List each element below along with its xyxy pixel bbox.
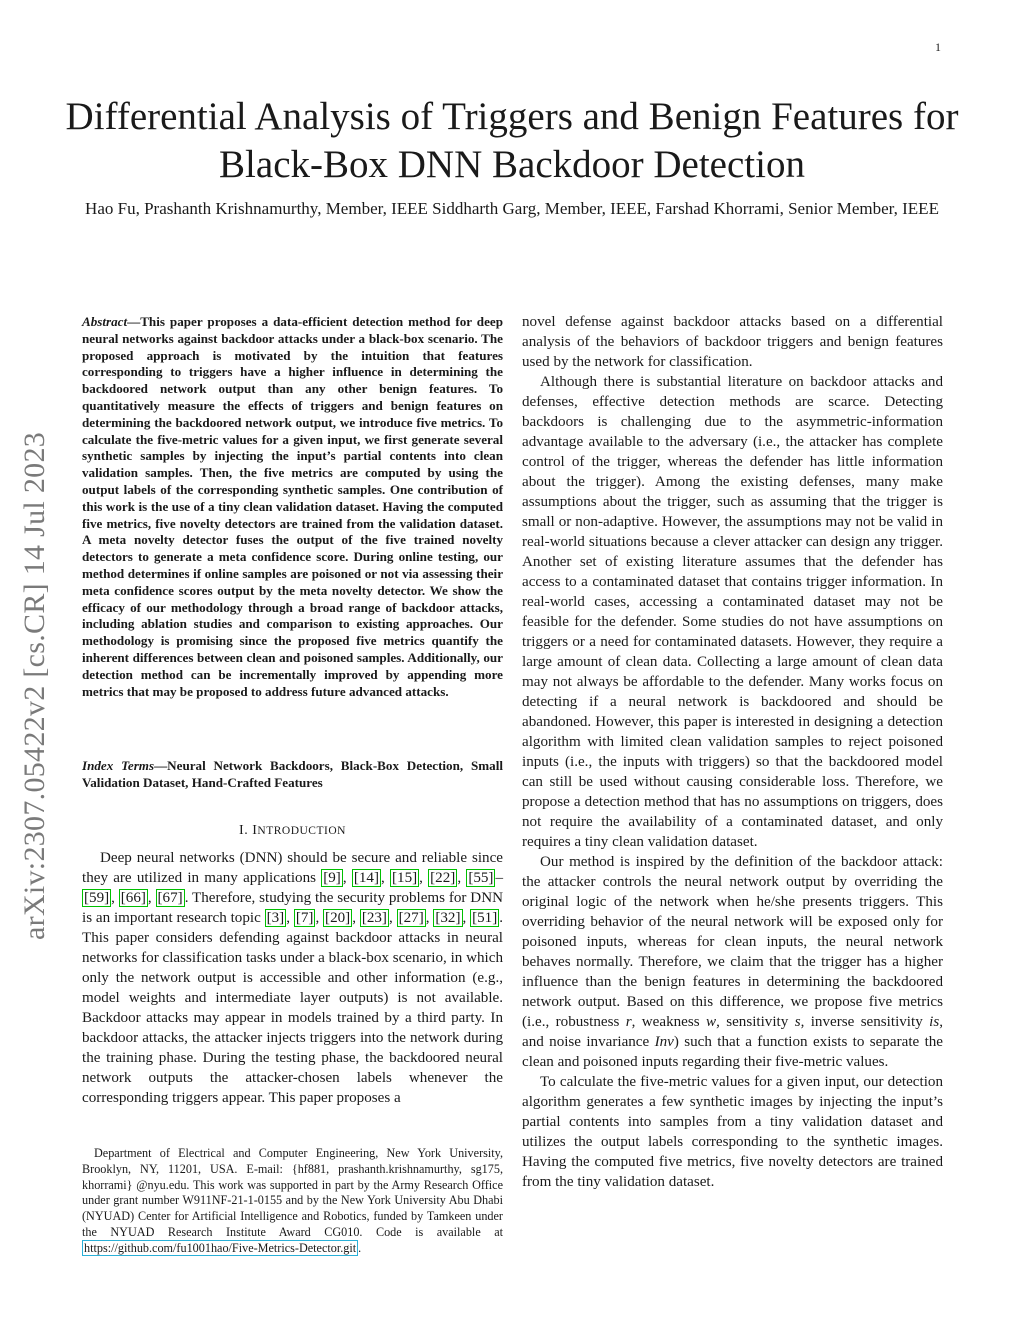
intro-text: Deep neural networks (DNN) should be secure and reliable since they are utilized in many applications [9] , [14] , [15] , [22] , [55] –[59] , [66] , [67] . Therefore, studying the security problems for DNN is an important research topic [3] , [7] , [20] , [23] , [27] , [32] , [51] . This paper considers defending against backdoor attacks in neural networks for classification tasks under a black-box scenario, in which only the network output is accessible and other information (e.g., model weights and intermediate layer outputs) is not available. Backdoor attacks may appear in models trained by a third party. In backdoor attacks, the attacker injects triggers into the network during the training phase. During the testing phase, the backdoored neural network outputs the attacker-chosen labels whenever the corresponding triggers appear. This paper proposes a — [82, 850, 504, 1106]
math-is: is — [929, 1014, 940, 1030]
paragraph-literature: Although there is substantial literature on backdoor attacks and defenses, effective detection methods are scarce. Detecting backdoors is challenging due to the asymmetric-information advantage available to the adversary (i.e., the attacker has complete control of the trigger, whereas the defender has little information about the trigger). Among the existing defenses, many make assumptions about the trigger, such as assuming that the trigger is small or non-adaptive. However, the assumptions may not be valid in real-world situations because a clever attacker can design any trigger. Another set of existing literature assumes that the defender has access to a contaminated dataset that contains trigger information. In real-world cases, accessing a contaminated dataset may not be feasible for the defender. Some studies do not have assumptions on triggers or a need for contaminated datasets. However, they require a large amount of clean data. Collecting a large amount of clean data may not always be affordable to the defender. Many works focus on detecting if a neural network is backdoored and should be abandoned. However, this paper is interested in designing a detection algorithm with limited clean validation samples to reject poisoned inputs (i.e., the inputs with triggers) so that the backdoored model can still be used without causing considerable loss. Therefore, we propose a detection method that has no assumptions on triggers, does not require the availability of a contaminated dataset, and only requires a tiny clean validation dataset. — [522, 374, 943, 850]
right-column-text — [522, 312, 943, 1192]
citation-link[interactable]: [14] — [353, 870, 379, 886]
index-terms-label: Index Terms — [82, 758, 155, 773]
footnote-text-block — [82, 1146, 503, 1257]
footnote-end: . — [358, 1240, 362, 1255]
citation-link[interactable]: [32] — [435, 910, 461, 926]
method-text-2: , weakness — [631, 1014, 706, 1030]
citation-link[interactable]: [9] — [323, 870, 341, 886]
intro-text-3: . This paper considers defending against backdoor attacks in neural networks for classification tasks under a black-box scenario, in which only the network output is accessible and other information (e.g., model weights and intermediate layer outputs) is not available. Backdoor attacks may appear in models trained by a third party. In backdoor attacks, the attacker injects triggers into the network during the training phase. During the testing phase, the backdoored neural network outputs the attacker-chosen labels whenever the corresponding triggers appear. This paper proposes a — [82, 910, 504, 1106]
section-first-letter: I — [252, 823, 258, 838]
math-r: r — [625, 1014, 632, 1030]
math-inv: Inv — [654, 1034, 674, 1050]
arxiv-identifier: arXiv:2307.05422v2 [cs.CR] 14 Jul 2023 — [18, 431, 51, 940]
method-text-3: , sensitivity — [716, 1014, 795, 1030]
section-number: I. — [239, 823, 253, 838]
paragraph-method — [522, 852, 943, 1072]
code-url-link[interactable]: https://github.com/fu1001hao/Five-Metrics-Detector.git — [84, 1240, 357, 1255]
page-number: 1 — [935, 40, 941, 54]
abstract-text: —This paper proposes a data-efficient detection method for deep neural networks against backdoor attacks under a black-box scenario. The proposed approach is motivated by the intuition that features corresponding to triggers have a higher influence in determining the backdoored network output than any other benign features. To quantitatively measure the effects of triggers and benign features on determining the backdoored network output, we introduce five metrics. To calculate the five-metric values for a given input, we first generate several synthetic samples by injecting the input’s partial contents into clean validation samples. Then, the five metrics are computed by using the output labels of the corresponding synthetic samples. One contribution of this work is the use of a tiny clean validation dataset. Having the computed five metrics, five novelty detectors are trained from the validation dataset. A meta novelty detector fuses the output of the five trained novelty detectors to generate a meta confidence score. During online testing, our method determines if online samples are poisoned or not via assessing their meta confidence scores output by the meta novelty detector. We show the efficacy of our methodology through a broad range of backdoor attacks, including ablation studies and comparison to existing approaches. Our methodology is promising since the proposed five metrics quantify the inherent differences between clean and poisoned samples. Additionally, our detection method can be incrementally improved by appending more metrics that may be proposed to address future advanced attacks. — [82, 314, 503, 699]
paper-title: Differential Analysis of Triggers and Benign Features for Black-Box DNN Backdoor Detection — [65, 95, 959, 186]
citation-link[interactable]: [59] — [84, 890, 110, 906]
citation-link[interactable]: [66] — [120, 890, 146, 906]
author-list: Hao Fu, Prashanth Krishnamurthy, Member, IEEE Siddharth Garg, Member, IEEE, Farshad Khorrami, Senior Member, IEEE — [85, 199, 939, 218]
index-terms-text: —Neural Network Backdoors, Black-Box Detection, Small Validation Dataset, Hand-Crafted Features — [82, 758, 503, 790]
citation-link[interactable]: [3] — [266, 910, 285, 926]
paragraph-calculation: To calculate the five-metric values for a given input, our detection algorithm generates a few synthetic images by injecting the input’s partial contents into samples from a tiny validation dataset and utilizes the output labels corresponding to the synthetic images. Having the computed five metrics, five novelty detectors are trained from the tiny validation dataset. — [522, 1074, 943, 1190]
method-text-4: , inverse sensitivity — [800, 1014, 930, 1030]
citation-link[interactable]: [27] — [398, 910, 424, 926]
section-heading-introduction — [82, 823, 503, 839]
citation-link[interactable]: [23] — [361, 910, 387, 926]
abstract-label: Abstract — [82, 314, 128, 329]
index-terms — [82, 758, 503, 792]
paragraph-continuation: novel defense against backdoor attacks based on a differential analysis of the behaviors of backdoor triggers and benign features used by the network for classification. — [522, 314, 943, 370]
section-title-rest: NTRODUCTION — [257, 825, 346, 837]
citation-link[interactable]: [55] — [468, 870, 494, 886]
introduction-paragraph — [82, 848, 503, 1108]
intro-text-2: . Therefore, studying the security problems for DNN is an important research topic — [82, 890, 503, 926]
citation-link[interactable]: [20] — [325, 910, 351, 926]
citation-link[interactable]: [22] — [430, 870, 456, 886]
math-s: s — [794, 1014, 801, 1030]
citation-link[interactable]: [15] — [392, 870, 418, 886]
citation-link[interactable]: [67] — [157, 890, 183, 906]
citation-link[interactable]: [7] — [295, 910, 314, 926]
abstract — [82, 314, 503, 700]
method-text-6: ) such that a function exists to separate the clean and poisoned inputs regarding their five-metric values. — [522, 1034, 944, 1070]
method-text-5: , and noise invariance — [522, 1014, 943, 1050]
math-w: w — [706, 1014, 717, 1030]
method-text-1: Our method is inspired by the definition of the backdoor attack: the attacker controls the neural network output by overriding the original logic of the network when he/she presents triggers. This overriding behavior of the neural network will be exposed only for poisoned inputs, whereas for clean inputs, the neural network behaves normally. Therefore, we claim that the trigger has a higher influence than the benign features in determining the backdoored network output. Based on this difference, we propose five metrics (i.e., robustness — [522, 854, 943, 1030]
citation-link[interactable]: [51] — [472, 910, 498, 926]
footnote-text: Department of Electrical and Computer Engineering, New York University, Brooklyn, NY, 11201, USA. E-mail: {hf881, prashanth.krishnamurthy, sg175, khorrami} @nyu.edu. This work was supported in part by the Army Research Office under grant number W911NF-21-1-0155 and by the New York University Abu Dhabi (NYUAD) Center for Artificial Intelligence and Robotics, funded by Tamkeen under the NYUAD Research Institute Award CG010. Code is available at — [82, 1146, 503, 1239]
intro-text-1: Deep neural networks (DNN) should be secure and reliable since they are utilized in many applications — [82, 850, 503, 886]
footnote — [82, 1146, 503, 1257]
